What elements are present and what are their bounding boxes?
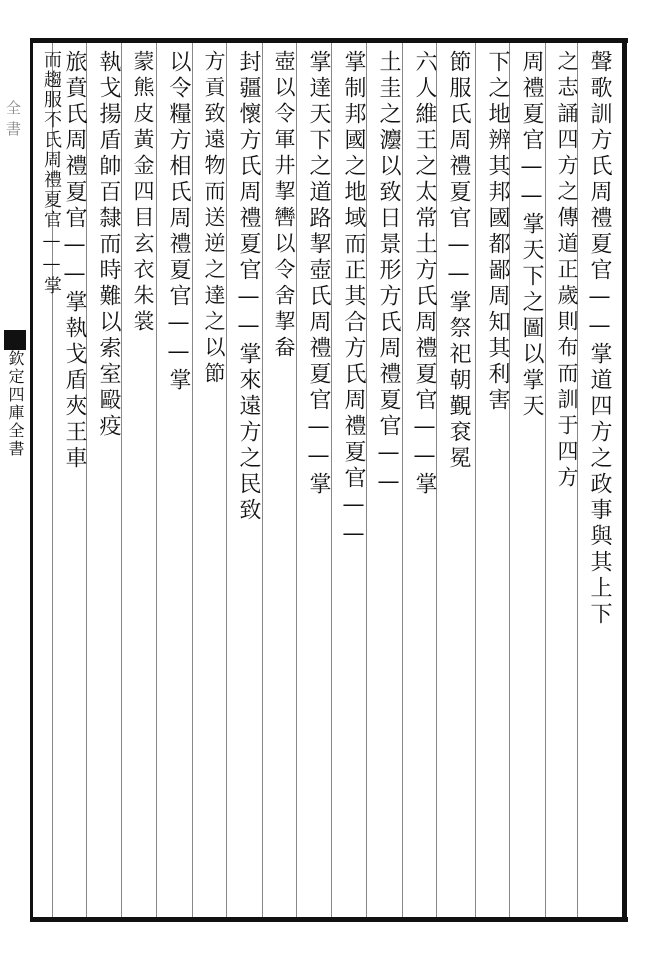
top-rule (30, 38, 628, 43)
margin-faint-text: 全書 (4, 100, 22, 142)
text-column: 旅賁氏周禮夏官——掌執戈盾夾王車 (62, 50, 87, 472)
text-column: 壺以令軍井挈轡以令舍挈畚 (272, 50, 296, 362)
text-column: 之志誦四方之傳道正歲則布而訓于四方 (555, 50, 579, 492)
right-rule (622, 38, 627, 922)
margin-fishtail-mark (4, 330, 26, 350)
text-column: 而趨服不氏周禮夏官——掌 (41, 50, 62, 296)
text-column: 周禮夏官——掌天下之圖以掌天 (519, 50, 544, 420)
text-column: 六人維王之太常土方氏周禮夏官——掌 (412, 50, 437, 498)
text-column: 蒙熊皮黃金四目玄衣朱裳 (131, 50, 155, 336)
text-column: 下之地辨其邦國都鄙周知其利害 (485, 50, 510, 414)
text-column: 執戈揚盾帥百隸而時難以索室毆疫 (96, 50, 121, 440)
text-column: 以令糧方相氏周禮夏官——掌 (166, 50, 191, 394)
text-column: 掌達天下之道路挈壺氏周禮夏官——掌 (306, 50, 331, 498)
column-divider (475, 43, 476, 917)
text-column: 聲歌訓方氏周禮夏官——掌道四方之政事與其上下 (587, 50, 612, 628)
text-column: 封疆懷方氏周禮夏官——掌來遠方之民致 (236, 50, 261, 524)
margin-book-title: 欽定四庫全書 (6, 350, 25, 458)
left-rule (30, 38, 33, 922)
text-column: 土圭之灋以致日景形方氏周禮夏官—— (376, 50, 401, 498)
margin-strip (0, 40, 30, 920)
text-column: 掌制邦國之地域而正其合方氏周禮夏官—— (341, 50, 366, 550)
text-column: 方貢致遠物而送逆之達之以節 (202, 50, 226, 388)
bottom-rule (30, 917, 628, 922)
text-column: 節服氏周禮夏官——掌祭祀朝覲袞冕 (446, 50, 471, 472)
